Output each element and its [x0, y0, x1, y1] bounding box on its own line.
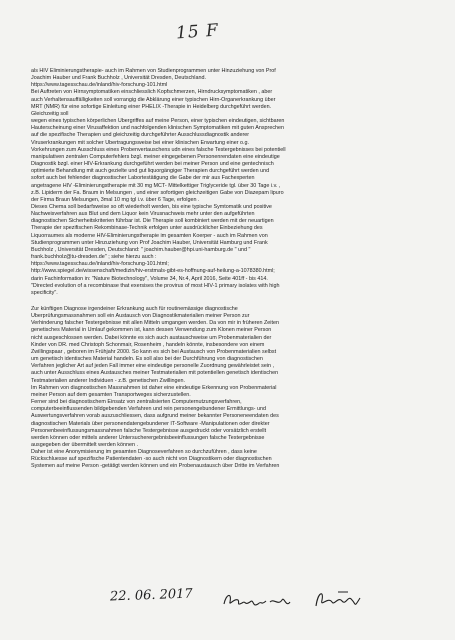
text-line: Rückschluesse auf spezifische Patientendaten -so auch nicht von Diagnostikern oder diagnostischen	[31, 456, 272, 463]
text-line: https://www.tagesschau.de/inland/hiv-forschung-101.html;	[31, 261, 169, 268]
text-line: computerbeeinflussenden bildgebenden Verfahren und rein personengebundener Ermittlungs- und	[31, 406, 266, 413]
text-line: Bei Auftreten von Hirnsymptomatiken einschliesslich Kopfschmerzen, Hirndrucksymptomatiken , aber	[31, 89, 273, 96]
text-line: als HIV Eliminierungstherapie- auch im Rahmen von Studienprogrammen unter Hinzuziehung von Prof	[31, 68, 276, 74]
text-line: Joachim Hauber und Frank Buchholz , Universität Dresden, Deutschland.	[31, 75, 206, 82]
text-line: manipulativen zentralen Computerfehlers bzgl. meiner eingegebenen Personenrendaten eine eindeutige	[31, 153, 280, 160]
text-line: nicht ausgeschlossen werden. Dabei könnte es sich auch austauschweise um Probenmaterialien der	[31, 334, 272, 341]
text-line: Systemen auf meine Person -getätigt werden können und ein Probenaustausch über Dritte im Verfahren	[31, 463, 280, 470]
text-line: MRT (NMR) für eine sofortige Einleitung einer PHELIX -Therapie in Heidelberg durchgeführt werden.	[31, 103, 272, 110]
text-line: Liquorraumes als moderne HIV-Eliminierungstherapie im gesamten Koerper - auch im Rahmen von	[31, 232, 268, 239]
text-line: frank.buchholz@tu-dresden.de" ; siehe hierzu auch :	[31, 254, 157, 261]
text-line: Diagnostik bzgl. einer HIV-Erkrankung durchgeführt werden bei meiner Person und eine gentechnisch	[31, 161, 274, 168]
text-line: angetragene HIV -Eliminierungstherapie mit 30 mg MCT- Mittelkettiger Triglyceride tgl. über 30 Tage i.v. ,	[31, 182, 281, 189]
text-line: Therapie der spezifischen Rekombinase-Technik erfolgen unter ausdrücklicher Einbeziehung des	[31, 225, 263, 232]
text-line: auf die spezifische Therapien und gleichzeitig durchgeführter Ausschlussdiagnostik anderer	[31, 132, 250, 139]
handwritten-date: 22. 06. 2017	[109, 586, 193, 605]
text-line: Viruserkrankungen mit solcher Übertragungsweise bei einer klinischen Erwartung einer o.g.	[31, 139, 250, 146]
text-line: auch unter Ausschluss eines Austausches meiner Testmaterialien mit potentiellen genetisch identischen	[31, 370, 279, 377]
text-line: diagnostischen Sicherheitskriterien führbar ist. Die Therapie soll kombiniert werden mit der neuartigen	[31, 218, 274, 225]
paragraph-therapy	[31, 68, 441, 297]
text-line: Zur künftigen Diagnose irgendeiner Erkrankung auch für routinemässige diagnostische	[31, 306, 238, 312]
text-line: meiner Person auf dem gesamten Transportweges sicherzustellen.	[31, 391, 191, 398]
text-line: "Directed evolution of a recombinase that exersises the provirus of most HIV-1 primary isolates with high	[31, 282, 280, 289]
text-line: Ferner sind bei diagnostischem Einsatz von zentralisierten Computernutzungsverfahren,	[31, 399, 242, 406]
text-line: Verhinderung falscher Testergebnisse mit allen Mitteln umgangen werden. Da von mir in früheren Zeiten	[31, 320, 280, 327]
text-line: diagnostischen Materials über personendatengebundener IT-Software -Manipulationen oder direkter	[31, 420, 270, 427]
text-line: Studienprogrammen unter Hinzuziehung von Prof Joachim Hauber, Universität Hamburg und Frank	[31, 239, 268, 246]
text-line: Hauterscheinung einer Virusaffektion und nachfolgenden klinischen Symptomatiken mit guten Ansprechen	[31, 125, 285, 132]
text-line: Personenbeeinflussungsmassnahmen falsche Testergebnisse ausgedruckt oder vorsätzlich erstellt	[31, 427, 267, 434]
text-line: Buchholz , Universität Dresden, Deutschland: " joachim.hauber@hpi.uni-hamburg.de " und "	[31, 246, 251, 253]
text-line: specificity".	[31, 289, 58, 296]
text-line: Daher ist eine Anonymisierung im gesamten Diagnoseverfahren so durchzuführen , dass keine	[31, 449, 257, 456]
text-line: der Firma Braun Melsungen, 3mal 10 mg tgl i.v. über 6 Tage, erfolgen .	[31, 196, 200, 203]
text-line: Gleichzeitig soll	[31, 110, 69, 117]
text-line: http://www.spiegel.de/wissenschaft/medizin/hiv-erstmals-gibt-es-hoffnung-auf-heilung-a-1078380.html;	[31, 268, 275, 275]
text-line: Dieses Chema soll bedarfsweise so oft wiederholt werden, bis eine typische Symtomatik und positive	[31, 203, 272, 210]
text-line: Nachweisverfahren aus Blut und dem Liquor kein Virusnachweis mehr unter den aufgeführten	[31, 211, 255, 218]
text-line: wegen eines typischen körperlichen Übergriffes auf meine Person, einer typischen eindeutigen, sichtbaren	[31, 118, 285, 125]
text-line: z.B. Lipiderm der Fa. Braum in Melsungen , und einer sofortigen gleichzeitigen Gabe von Diazepam lipuro	[31, 189, 284, 196]
text-line: Überprüfungsmassnahmen soll ein Austausch von Diagnostikmaterialien meiner Person zur	[31, 313, 250, 320]
text-line: darin Fachinformation in: "Nature Biotechnology", Volume 34, Nr.4, April 2016, Seite 401ff - bis 414.	[31, 275, 268, 282]
text-line: Zwillingspaar , geboren im Frühjahr 2000. So kann es sich bei Austausch von Probenmaterialien selbst	[31, 348, 277, 355]
text-line: https://www.tagesschau.de/inland/hiv-forschung-101.html	[31, 82, 168, 89]
text-line: ausgegeben der übermittelt werden können .	[31, 441, 138, 448]
handwritten-signature	[220, 586, 390, 612]
text-line: Auswertungsverfahren vorab auszuschliessen, dass aufgrund meiner bekannter Personeneendaten des	[31, 413, 279, 420]
text-line: werden können oder mittels anderer Untersucherergebnisbeeinflussungen falsche Testergebnisse	[31, 434, 265, 441]
text-line: Kinder von DR. med Christoph Schonmair, Rosenheim , handeln könnte, insbesondere von einem	[31, 341, 265, 348]
text-line: Im Rahmen von diagnostischen Massnahmen ist daher eine eindeutige Erkennung von Probenmaterial	[31, 384, 277, 391]
text-line: genetisches Material in Umlauf gekommen ist, kann dessen Verwendung zum Klonen meiner Person	[31, 327, 272, 334]
text-line: Testmaterialien anderer Individuen - z.B. genetischen Zwillingen.	[31, 377, 186, 384]
page-number: 15 F	[175, 20, 220, 44]
text-line: optimierte Behandlung mit auch gezielte und gut liquorgängiger Therapien durchgeführt werden und	[31, 168, 270, 175]
footer-signature-block	[110, 588, 400, 612]
text-line: auch Verhaltensauffälligkeiten soll vorrangig die Abklärung einer typischen Hirn-Organerkrankung über	[31, 96, 276, 103]
text-line: Vorkehrungen zum Ausschluss eines Probenvertauschens udn eines falsche Testergebnisses bei potentiell	[31, 146, 286, 153]
text-line: sofort auch bei fehlender diagnostischer Labortestätigung die Gabe der mir aus Fachexperten	[31, 175, 255, 182]
text-line: um genetisch identisches Material handeln. Es soll also bei der Durchführung von diagnostischen	[31, 356, 263, 363]
text-line: Verfahren jeglicher Art auf jeden Fall immer eine eindeutige personelle Zuordnung gewährleistet sein ,	[31, 363, 275, 370]
document-body	[31, 68, 441, 471]
paragraph-diagnosis	[31, 306, 441, 471]
